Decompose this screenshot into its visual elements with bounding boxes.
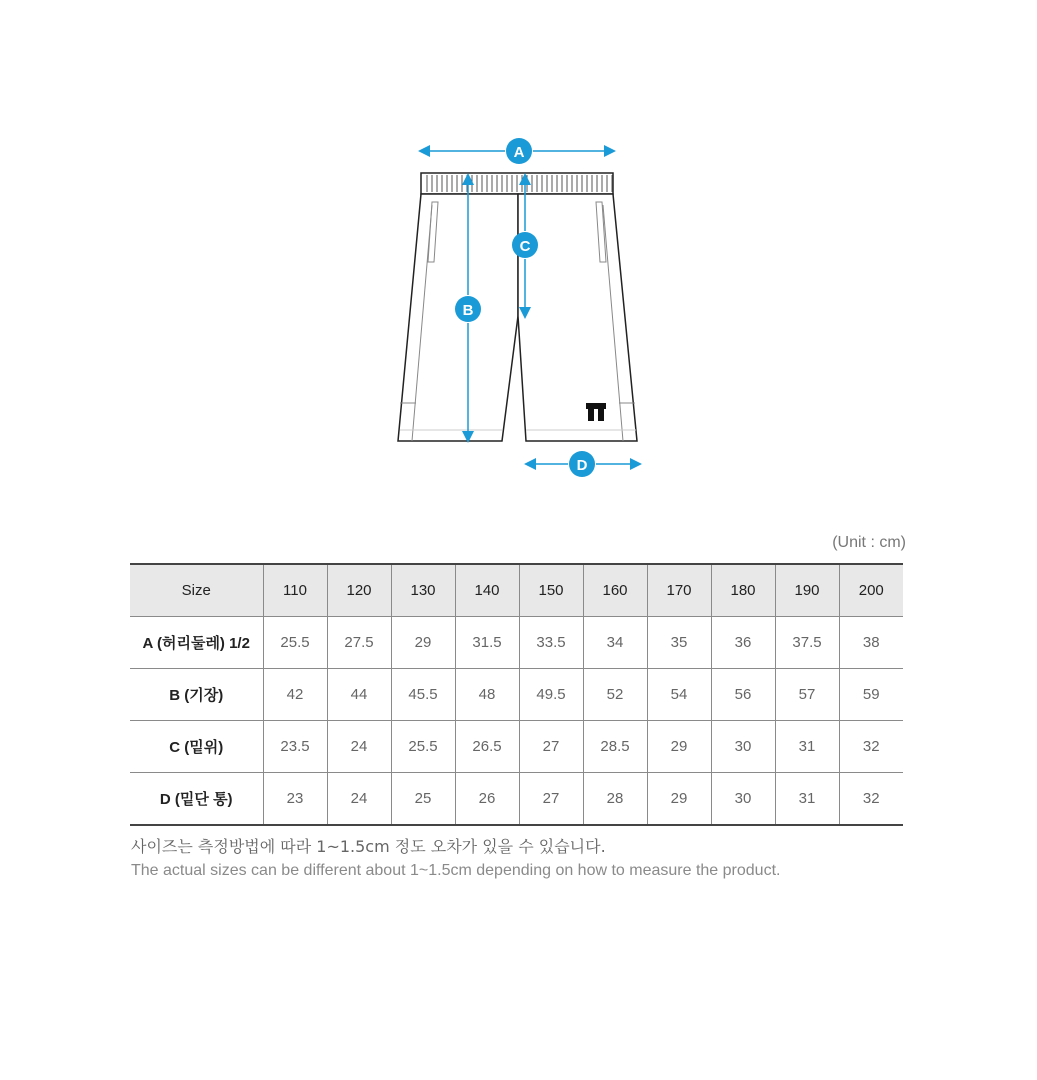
- table-cell: 56: [711, 669, 775, 721]
- table-cell: 29: [647, 773, 711, 826]
- measurement-note-korean: 사이즈는 측정방법에 따라 1~1.5cm 정도 오차가 있을 수 있습니다.: [131, 837, 606, 856]
- header-cell: 150: [519, 564, 583, 617]
- header-cell: 180: [711, 564, 775, 617]
- table-cell: 24: [327, 773, 391, 826]
- table-cell: 26: [455, 773, 519, 826]
- table-cell: 38: [839, 617, 903, 669]
- header-cell: 160: [583, 564, 647, 617]
- header-cell: Size: [130, 564, 263, 617]
- header-cell: 200: [839, 564, 903, 617]
- table-cell: 45.5: [391, 669, 455, 721]
- marker-b: [455, 296, 481, 322]
- table-cell: 37.5: [775, 617, 839, 669]
- table-cell: 29: [391, 617, 455, 669]
- shorts-measurement-diagram: [0, 0, 1037, 500]
- row-label: A (허리둘레) 1/2: [130, 617, 263, 669]
- shorts-illustration: [398, 173, 637, 441]
- svg-text:D: D: [576, 457, 588, 474]
- svg-text:A: A: [513, 144, 525, 161]
- header-cell: 190: [775, 564, 839, 617]
- table-row: [130, 721, 903, 773]
- table-cell: 57: [775, 669, 839, 721]
- size-chart-table: [130, 563, 903, 826]
- row-label: C (밑위): [130, 721, 263, 773]
- row-label: D (밑단 통): [130, 773, 263, 826]
- marker-a: [506, 138, 532, 164]
- header-cell: 120: [327, 564, 391, 617]
- table-cell: 31: [775, 721, 839, 773]
- table-cell: 42: [263, 669, 327, 721]
- header-cell: 140: [455, 564, 519, 617]
- svg-text:C: C: [519, 238, 531, 255]
- measurement-note-english: The actual sizes can be different about 1~1.5cm depending on how to measure the product.: [131, 862, 781, 879]
- table-cell: 31: [775, 773, 839, 826]
- table-row: [130, 617, 903, 669]
- svg-text:B: B: [462, 302, 474, 319]
- table-cell: 30: [711, 721, 775, 773]
- table-cell: 27: [519, 721, 583, 773]
- unit-label: (Unit : cm): [832, 534, 906, 551]
- table-cell: 28.5: [583, 721, 647, 773]
- table-header-row: [130, 564, 903, 617]
- header-cell: 130: [391, 564, 455, 617]
- table-cell: 54: [647, 669, 711, 721]
- table-cell: 23: [263, 773, 327, 826]
- table-cell: 25: [391, 773, 455, 826]
- table-cell: 48: [455, 669, 519, 721]
- table-cell: 26.5: [455, 721, 519, 773]
- table-cell: 30: [711, 773, 775, 826]
- table-cell: 32: [839, 773, 903, 826]
- table-cell: 24: [327, 721, 391, 773]
- table-cell: 36: [711, 617, 775, 669]
- header-cell: 170: [647, 564, 711, 617]
- table-cell: 35: [647, 617, 711, 669]
- table-cell: 31.5: [455, 617, 519, 669]
- table-cell: 25.5: [263, 617, 327, 669]
- table-cell: 23.5: [263, 721, 327, 773]
- table-cell: 59: [839, 669, 903, 721]
- table-cell: 27.5: [327, 617, 391, 669]
- marker-c: [512, 232, 538, 258]
- table-row: [130, 669, 903, 721]
- header-cell: 110: [263, 564, 327, 617]
- table-row: [130, 773, 903, 826]
- marker-d: [569, 451, 595, 477]
- table-cell: 32: [839, 721, 903, 773]
- table-cell: 33.5: [519, 617, 583, 669]
- table-cell: 44: [327, 669, 391, 721]
- table-cell: 29: [647, 721, 711, 773]
- table-cell: 28: [583, 773, 647, 826]
- table-cell: 34: [583, 617, 647, 669]
- table-cell: 49.5: [519, 669, 583, 721]
- table-cell: 25.5: [391, 721, 455, 773]
- row-label: B (기장): [130, 669, 263, 721]
- table-cell: 52: [583, 669, 647, 721]
- table-cell: 27: [519, 773, 583, 826]
